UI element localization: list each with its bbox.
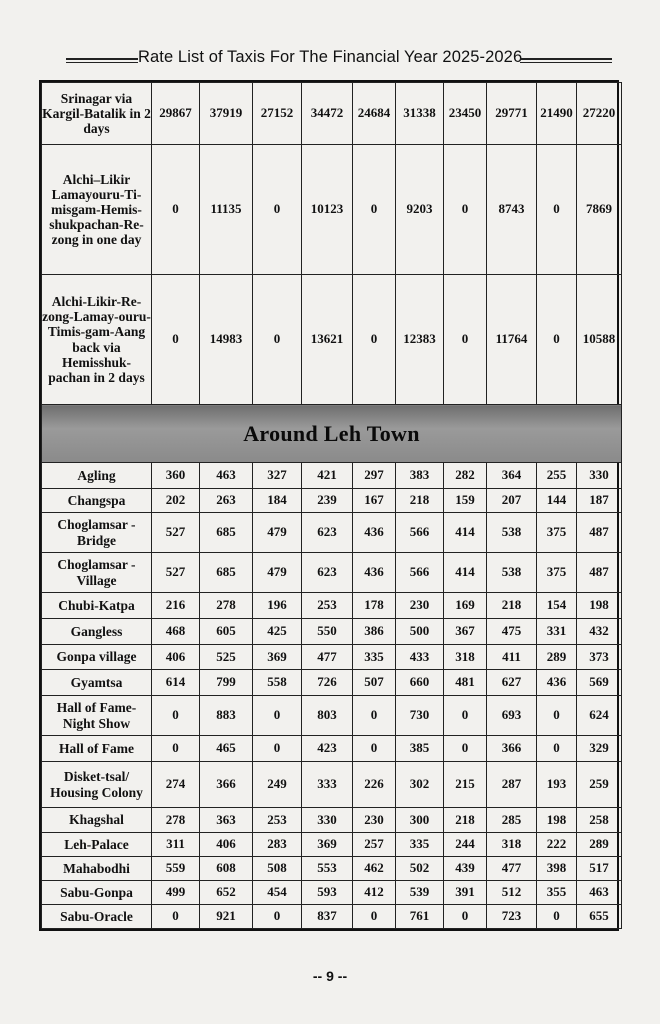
rate-cell: 154 [537, 593, 577, 619]
rate-cell: 11135 [200, 145, 253, 275]
table-row [42, 513, 622, 553]
rate-cell: 412 [353, 881, 396, 905]
rate-cell: 282 [444, 463, 487, 489]
page-title: Rate List of Taxis For The Financial Year 2025-2026 [138, 48, 523, 66]
rate-cell: 527 [152, 513, 200, 553]
rate-cell: 0 [353, 275, 396, 405]
route-name: Gonpa village [42, 645, 152, 670]
rate-cell: 11764 [487, 275, 537, 405]
rate-cell: 159 [444, 489, 487, 513]
rate-cell: 627 [487, 670, 537, 696]
rate-cell: 538 [487, 513, 537, 553]
rate-cell: 10123 [302, 145, 353, 275]
rate-cell: 623 [302, 513, 353, 553]
rate-cell: 259 [577, 762, 622, 808]
rate-cell: 538 [487, 553, 537, 593]
route-name: Disket-tsal/ Housing Colony [42, 762, 152, 808]
rate-cell: 559 [152, 857, 200, 881]
rate-cell: 187 [577, 489, 622, 513]
rate-cell: 512 [487, 881, 537, 905]
rate-cell: 730 [396, 696, 444, 736]
rate-cell: 263 [200, 489, 253, 513]
rate-cell: 507 [353, 670, 396, 696]
rate-cell: 366 [200, 762, 253, 808]
rate-cell: 0 [353, 905, 396, 929]
rate-cell: 258 [577, 808, 622, 833]
table-row [42, 696, 622, 736]
rate-cell: 553 [302, 857, 353, 881]
rate-cell: 198 [577, 593, 622, 619]
rate-cell: 432 [577, 619, 622, 645]
table-row [42, 593, 622, 619]
rate-cell: 318 [444, 645, 487, 670]
rate-cell: 465 [200, 736, 253, 762]
rate-cell: 244 [444, 833, 487, 857]
rate-cell: 421 [302, 463, 353, 489]
rate-cell: 196 [253, 593, 302, 619]
rate-cell: 249 [253, 762, 302, 808]
rate-cell: 366 [487, 736, 537, 762]
rate-cell: 436 [537, 670, 577, 696]
table-row [42, 463, 622, 489]
rate-cell: 167 [353, 489, 396, 513]
rate-cell: 723 [487, 905, 537, 929]
page-header [60, 44, 616, 74]
rate-cell: 230 [396, 593, 444, 619]
rate-cell: 355 [537, 881, 577, 905]
rate-cell: 8743 [487, 145, 537, 275]
top-rows [42, 83, 622, 405]
rate-cell: 0 [537, 275, 577, 405]
rate-cell: 398 [537, 857, 577, 881]
rate-cell: 569 [577, 670, 622, 696]
rate-cell: 477 [302, 645, 353, 670]
rate-cell: 479 [253, 513, 302, 553]
table-row [42, 275, 622, 405]
table-row [42, 833, 622, 857]
rate-cell: 487 [577, 513, 622, 553]
table-row [42, 83, 622, 145]
section-header-row [42, 405, 622, 463]
rate-cell: 468 [152, 619, 200, 645]
rate-cell: 411 [487, 645, 537, 670]
rate-cell: 383 [396, 463, 444, 489]
rate-cell: 406 [152, 645, 200, 670]
route-name: Mahabodhi [42, 857, 152, 881]
rate-cell: 566 [396, 553, 444, 593]
rate-cell: 566 [396, 513, 444, 553]
rate-cell: 883 [200, 696, 253, 736]
rate-cell: 525 [200, 645, 253, 670]
rate-cell: 21490 [537, 83, 577, 145]
rate-cell: 0 [444, 696, 487, 736]
rate-cell: 803 [302, 696, 353, 736]
rate-cell: 218 [487, 593, 537, 619]
rate-cell: 550 [302, 619, 353, 645]
rate-cell: 360 [152, 463, 200, 489]
rate-cell: 285 [487, 808, 537, 833]
rate-cell: 373 [577, 645, 622, 670]
rate-cell: 0 [152, 145, 200, 275]
header-rule-left [66, 58, 138, 63]
route-name: Choglamsar - Bridge [42, 513, 152, 553]
rate-cell: 330 [302, 808, 353, 833]
route-name: Leh-Palace [42, 833, 152, 857]
rate-cell: 0 [537, 905, 577, 929]
rate-cell: 0 [152, 696, 200, 736]
rate-cell: 14983 [200, 275, 253, 405]
rate-cell: 414 [444, 553, 487, 593]
rate-cell: 614 [152, 670, 200, 696]
route-name: Alchi–Likir Lamayouru-Ti-misgam-Hemis-shukpachan-Re-zong in one day [42, 145, 152, 275]
rate-cell: 218 [396, 489, 444, 513]
rate-cell: 439 [444, 857, 487, 881]
table-row [42, 553, 622, 593]
table-row [42, 808, 622, 833]
rate-cell: 375 [537, 513, 577, 553]
rate-cell: 255 [537, 463, 577, 489]
route-name: Gyamtsa [42, 670, 152, 696]
rate-cell: 222 [537, 833, 577, 857]
rate-cell: 0 [444, 275, 487, 405]
rate-cell: 226 [353, 762, 396, 808]
rate-cell: 593 [302, 881, 353, 905]
route-name: Changspa [42, 489, 152, 513]
table-row [42, 881, 622, 905]
rate-cell: 335 [353, 645, 396, 670]
rate-cell: 37919 [200, 83, 253, 145]
rate-cell: 499 [152, 881, 200, 905]
table-row [42, 619, 622, 645]
route-name: Hall of Fame-Night Show [42, 696, 152, 736]
section-body [42, 405, 622, 463]
rate-cell: 0 [537, 696, 577, 736]
rate-cell: 333 [302, 762, 353, 808]
rate-cell: 330 [577, 463, 622, 489]
rate-cell: 287 [487, 762, 537, 808]
rate-cell: 423 [302, 736, 353, 762]
rate-cell: 0 [253, 275, 302, 405]
rate-cell: 761 [396, 905, 444, 929]
route-name: Sabu-Gonpa [42, 881, 152, 905]
rate-cell: 685 [200, 513, 253, 553]
rate-cell: 0 [253, 905, 302, 929]
rate-cell: 29867 [152, 83, 200, 145]
rate-table [41, 82, 622, 929]
route-name: Srinagar via Kargil-Batalik in 2 days [42, 83, 152, 145]
rate-cell: 0 [444, 736, 487, 762]
rate-cell: 218 [444, 808, 487, 833]
rate-cell: 479 [253, 553, 302, 593]
rate-cell: 230 [353, 808, 396, 833]
rate-cell: 558 [253, 670, 302, 696]
rate-cell: 655 [577, 905, 622, 929]
rate-cell: 283 [253, 833, 302, 857]
rate-cell: 0 [353, 145, 396, 275]
rate-cell: 0 [353, 696, 396, 736]
rate-cell: 363 [200, 808, 253, 833]
rate-cell: 406 [200, 833, 253, 857]
header-rule-right [520, 58, 612, 63]
rate-cell: 0 [353, 736, 396, 762]
rate-cell: 198 [537, 808, 577, 833]
rate-cell: 693 [487, 696, 537, 736]
route-name: Hall of Fame [42, 736, 152, 762]
route-name: Gangless [42, 619, 152, 645]
around-leh-rows [42, 463, 622, 929]
rate-cell: 239 [302, 489, 353, 513]
rate-cell: 253 [302, 593, 353, 619]
rate-cell: 454 [253, 881, 302, 905]
rate-cell: 624 [577, 696, 622, 736]
rate-cell: 297 [353, 463, 396, 489]
rate-cell: 169 [444, 593, 487, 619]
rate-cell: 527 [152, 553, 200, 593]
route-name: Agling [42, 463, 152, 489]
rate-cell: 311 [152, 833, 200, 857]
rate-cell: 462 [353, 857, 396, 881]
rate-cell: 605 [200, 619, 253, 645]
rate-cell: 369 [302, 833, 353, 857]
table-row [42, 145, 622, 275]
rate-cell: 302 [396, 762, 444, 808]
rate-cell: 193 [537, 762, 577, 808]
rate-cell: 837 [302, 905, 353, 929]
rate-cell: 502 [396, 857, 444, 881]
rate-cell: 364 [487, 463, 537, 489]
table-row [42, 489, 622, 513]
rate-cell: 10588 [577, 275, 622, 405]
route-name: Choglamsar -Village [42, 553, 152, 593]
table-row [42, 762, 622, 808]
rate-cell: 608 [200, 857, 253, 881]
rate-cell: 475 [487, 619, 537, 645]
rate-cell: 0 [152, 905, 200, 929]
rate-cell: 0 [253, 736, 302, 762]
rate-cell: 500 [396, 619, 444, 645]
rate-cell: 278 [200, 593, 253, 619]
rate-cell: 517 [577, 857, 622, 881]
route-name: Chubi-Katpa [42, 593, 152, 619]
rate-cell: 0 [152, 275, 200, 405]
rate-cell: 0 [253, 696, 302, 736]
table-row [42, 857, 622, 881]
rate-cell: 24684 [353, 83, 396, 145]
rate-cell: 289 [537, 645, 577, 670]
rate-cell: 144 [537, 489, 577, 513]
rate-cell: 391 [444, 881, 487, 905]
rate-cell: 463 [577, 881, 622, 905]
rate-cell: 436 [353, 513, 396, 553]
rate-cell: 0 [253, 145, 302, 275]
rate-cell: 184 [253, 489, 302, 513]
rate-cell: 216 [152, 593, 200, 619]
table-row [42, 670, 622, 696]
rate-cell: 29771 [487, 83, 537, 145]
rate-cell: 436 [353, 553, 396, 593]
rate-cell: 921 [200, 905, 253, 929]
rate-cell: 13621 [302, 275, 353, 405]
rate-cell: 477 [487, 857, 537, 881]
rate-cell: 9203 [396, 145, 444, 275]
rate-cell: 367 [444, 619, 487, 645]
rate-cell: 318 [487, 833, 537, 857]
rate-cell: 207 [487, 489, 537, 513]
rate-cell: 726 [302, 670, 353, 696]
rate-cell: 508 [253, 857, 302, 881]
rate-cell: 369 [253, 645, 302, 670]
rate-cell: 386 [353, 619, 396, 645]
rate-cell: 257 [353, 833, 396, 857]
rate-cell: 274 [152, 762, 200, 808]
section-title: Around Leh Town [42, 405, 622, 463]
rate-cell: 215 [444, 762, 487, 808]
rate-cell: 539 [396, 881, 444, 905]
rate-cell: 799 [200, 670, 253, 696]
rate-cell: 331 [537, 619, 577, 645]
rate-cell: 0 [444, 145, 487, 275]
rate-cell: 652 [200, 881, 253, 905]
rate-cell: 487 [577, 553, 622, 593]
rate-cell: 463 [200, 463, 253, 489]
rate-cell: 414 [444, 513, 487, 553]
table-row [42, 905, 622, 929]
rate-cell: 433 [396, 645, 444, 670]
route-name: Sabu-Oracle [42, 905, 152, 929]
page-number: -- 9 -- [312, 968, 348, 984]
rate-cell: 289 [577, 833, 622, 857]
rate-table-container [39, 80, 619, 931]
rate-cell: 335 [396, 833, 444, 857]
rate-cell: 27220 [577, 83, 622, 145]
table-row [42, 736, 622, 762]
rate-cell: 660 [396, 670, 444, 696]
rate-cell: 300 [396, 808, 444, 833]
rate-cell: 385 [396, 736, 444, 762]
rate-cell: 27152 [253, 83, 302, 145]
rate-cell: 253 [253, 808, 302, 833]
route-name: Khagshal [42, 808, 152, 833]
rate-cell: 178 [353, 593, 396, 619]
table-row [42, 645, 622, 670]
route-name: Alchi-Likir-Re-zong-Lamay-ouru-Timis-gam-Aang back via Hemisshuk-pachan in 2 days [42, 275, 152, 405]
rate-cell: 23450 [444, 83, 487, 145]
rate-cell: 7869 [577, 145, 622, 275]
rate-cell: 0 [444, 905, 487, 929]
rate-cell: 278 [152, 808, 200, 833]
rate-cell: 0 [152, 736, 200, 762]
rate-cell: 685 [200, 553, 253, 593]
rate-cell: 34472 [302, 83, 353, 145]
rate-cell: 12383 [396, 275, 444, 405]
rate-cell: 0 [537, 145, 577, 275]
rate-cell: 202 [152, 489, 200, 513]
rate-cell: 623 [302, 553, 353, 593]
rate-cell: 0 [537, 736, 577, 762]
rate-cell: 481 [444, 670, 487, 696]
rate-cell: 375 [537, 553, 577, 593]
rate-cell: 31338 [396, 83, 444, 145]
rate-cell: 327 [253, 463, 302, 489]
rate-cell: 329 [577, 736, 622, 762]
rate-cell: 425 [253, 619, 302, 645]
